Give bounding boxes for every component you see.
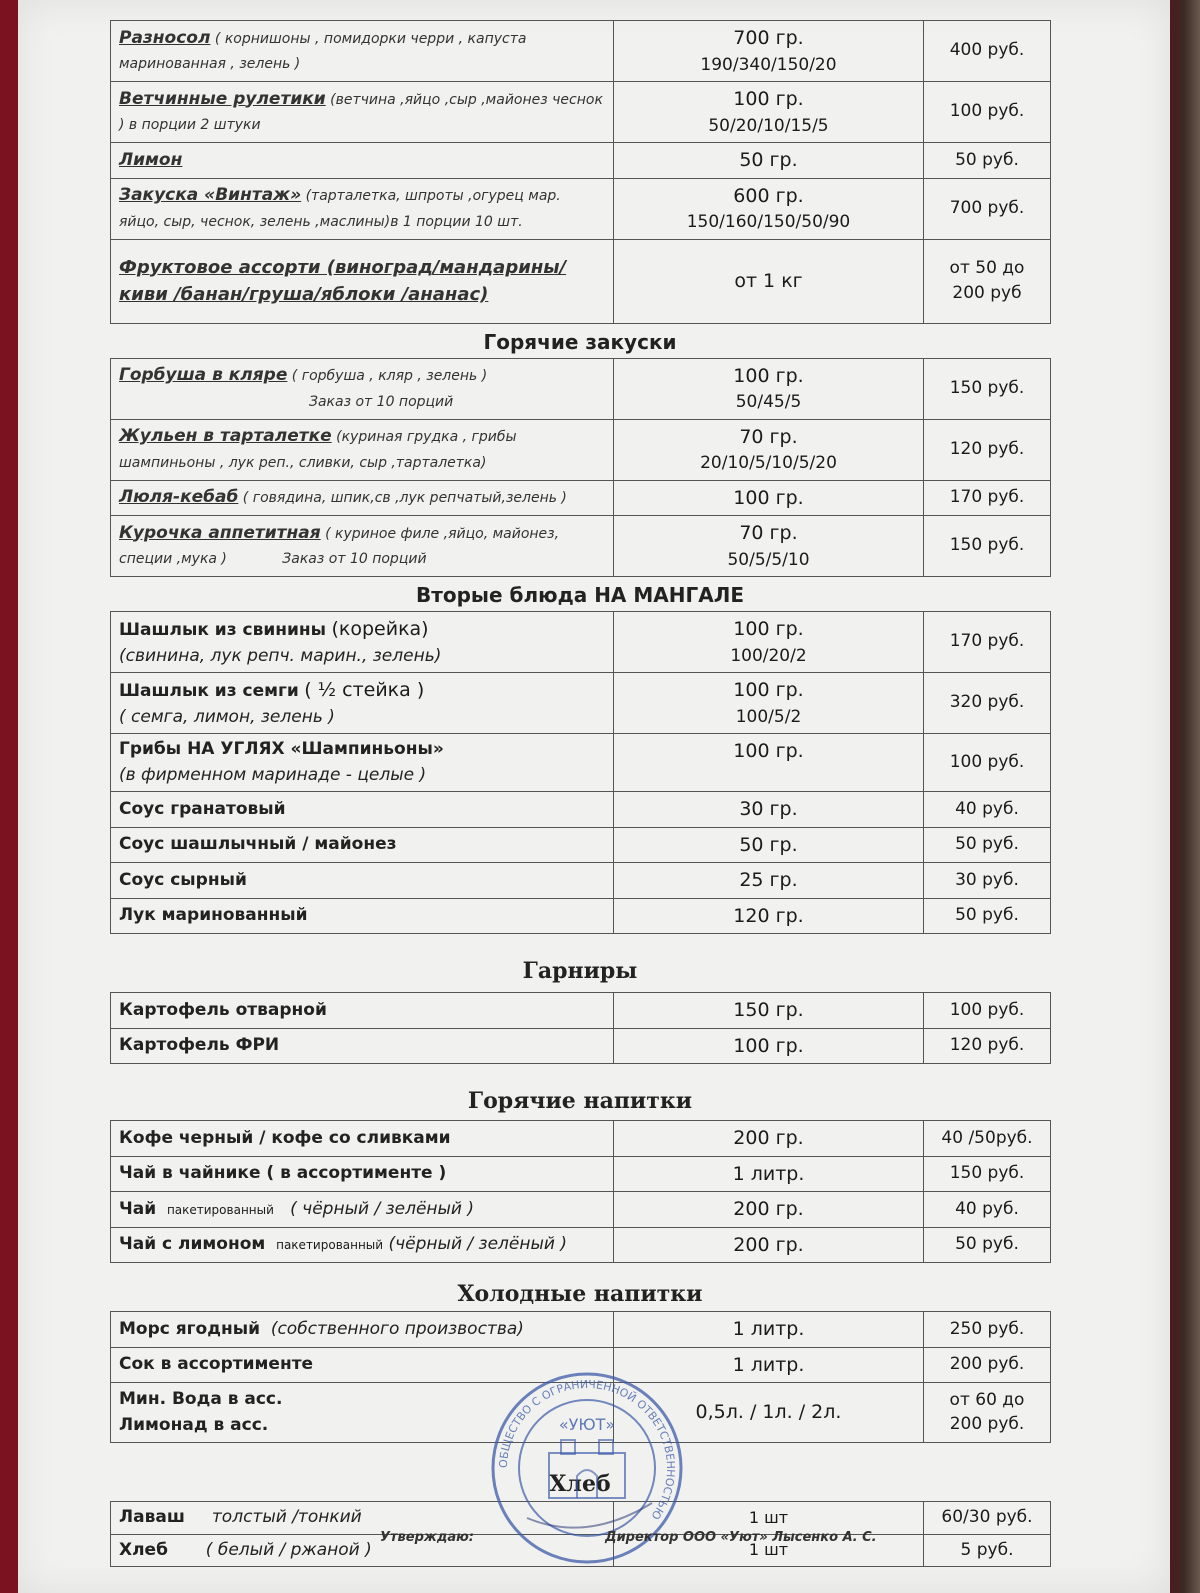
item-name-cell bbox=[111, 612, 614, 673]
section-title: Хлеб bbox=[549, 1471, 611, 1497]
item-price: 30 руб. bbox=[924, 863, 1051, 899]
item-weight: 100 гр. bbox=[733, 679, 804, 701]
item-weight: 1 шт bbox=[614, 1502, 924, 1535]
item-price: 60/30 руб. bbox=[924, 1502, 1051, 1535]
item-name-cell bbox=[111, 178, 614, 239]
item-name: Лук маринованный bbox=[119, 905, 308, 925]
item-description: (ветчина ,яйцо ,сыр ,майонез чеснок ) в порции 2 штуки bbox=[119, 91, 603, 133]
table-row bbox=[111, 1227, 1051, 1263]
item-price: 150 руб. bbox=[924, 1156, 1051, 1192]
item-price: 100 руб. bbox=[924, 993, 1051, 1029]
item-name: Разносол bbox=[119, 27, 211, 48]
table-row bbox=[111, 358, 1051, 419]
item-description: (собственного произвоства) bbox=[270, 1318, 524, 1339]
item-weight: 120 гр. bbox=[614, 898, 924, 934]
item-weight-cell bbox=[614, 21, 924, 82]
item-name-cell bbox=[111, 143, 614, 179]
item-price: 150 руб. bbox=[924, 358, 1051, 419]
item-description: (куриная грудка , грибы шампиньоны , лук реп., сливки, сыр ,тарталетка) bbox=[119, 429, 517, 471]
table-row bbox=[111, 792, 1051, 828]
item-weight: 50 гр. bbox=[614, 827, 924, 863]
item-name: Сок в ассортименте bbox=[119, 1354, 314, 1374]
item-name-cell bbox=[111, 239, 614, 323]
menu-table-grill bbox=[110, 611, 1051, 934]
menu-table-hot-appetizers bbox=[110, 358, 1051, 578]
item-description: (тарталетка, шпроты ,огурец мар. яйцо, сыр, чеснок, зелень ,маслины)в 1 порции 10 шт. bbox=[119, 188, 561, 230]
item-price: 400 руб. bbox=[924, 21, 1051, 82]
item-weight-cell bbox=[614, 612, 924, 673]
item-description: ( горбуша , кляр , зелень ) bbox=[287, 368, 488, 384]
item-name: Картофель ФРИ bbox=[119, 1035, 280, 1055]
item-name: Закуска «Винтаж» bbox=[119, 185, 302, 205]
item-weight: 100 гр. bbox=[733, 88, 804, 110]
item-weight: 30 гр. bbox=[614, 792, 924, 828]
section-title: Гарниры bbox=[522, 958, 638, 984]
item-name-cell bbox=[111, 419, 614, 480]
table-row bbox=[111, 673, 1051, 734]
table-row bbox=[111, 516, 1051, 577]
item-name: Чай с лимоном bbox=[119, 1234, 266, 1254]
item-price: 700 руб. bbox=[924, 178, 1051, 239]
item-name-cell bbox=[111, 358, 614, 419]
item-description: ( куриное филе ,яйцо, майонез, специи ,мука ) bbox=[119, 525, 560, 567]
item-extra: (корейка) bbox=[331, 618, 429, 640]
item-description: (в фирменном маринаде - целые ) bbox=[119, 764, 427, 785]
item-portion: 50/20/10/15/5 bbox=[708, 115, 829, 136]
item-price: от 60 до 200 руб. bbox=[924, 1383, 1051, 1443]
item-portion: 100/20/2 bbox=[730, 645, 807, 666]
item-portion: 100/5/2 bbox=[735, 706, 802, 727]
table-row bbox=[111, 1156, 1051, 1192]
table-row bbox=[111, 480, 1051, 516]
table-row bbox=[111, 143, 1051, 179]
item-weight: 1 литр. bbox=[614, 1347, 924, 1383]
item-note: Заказ от 10 порций bbox=[309, 393, 454, 410]
item-weight: 1 литр. bbox=[614, 1156, 924, 1192]
item-description: (свинина, лук репч. марин., зелень) bbox=[119, 645, 442, 666]
item-weight: 1 литр. bbox=[614, 1312, 924, 1348]
item-price: 40 руб. bbox=[924, 792, 1051, 828]
item-weight-cell bbox=[614, 82, 924, 143]
table-row bbox=[111, 178, 1051, 239]
item-description: ( говядина, шпик,св ,лук репчатый,зелень ) bbox=[238, 490, 567, 506]
table-row bbox=[111, 827, 1051, 863]
table-row bbox=[111, 239, 1051, 323]
item-name: Чай в чайнике bbox=[119, 1163, 261, 1183]
item-portion: 50/5/5/10 bbox=[727, 549, 810, 570]
item-description: ( в ассортименте ) bbox=[260, 1163, 447, 1183]
item-name: Картофель отварной bbox=[119, 999, 327, 1020]
item-name: Кофе черный / кофе со сливками bbox=[119, 1127, 451, 1148]
item-weight: 150 гр. bbox=[614, 993, 924, 1029]
item-weight: 100 гр. bbox=[733, 364, 804, 387]
item-price: 40 руб. bbox=[924, 1192, 1051, 1228]
table-row bbox=[111, 82, 1051, 143]
table-row bbox=[111, 993, 1051, 1029]
item-name: Лаваш bbox=[119, 1507, 185, 1527]
item-weight-cell bbox=[614, 516, 924, 577]
item-name-cell bbox=[111, 734, 614, 792]
item-name: Соус сырный bbox=[119, 869, 247, 890]
item-portion: 190/340/150/20 bbox=[700, 54, 837, 75]
stamp-center-text: «УЮТ» bbox=[558, 1415, 616, 1434]
item-name: Фруктовое ассорти (виноград/мандарины/киви /банан/груша/яблоки /ананас) bbox=[119, 256, 567, 305]
item-price: 50 руб. bbox=[924, 827, 1051, 863]
item-weight: 100 гр. bbox=[733, 618, 804, 640]
item-weight: 70 гр. bbox=[739, 425, 798, 448]
item-weight: 700 гр. bbox=[733, 27, 804, 49]
table-row bbox=[111, 1028, 1051, 1064]
item-description: (чёрный / зелёный ) bbox=[388, 1234, 567, 1254]
item-name: Грибы НА УГЛЯХ «Шампиньоны» bbox=[119, 739, 444, 759]
item-name-cell bbox=[111, 673, 614, 734]
section-title: Вторые блюда НА МАНГАЛЕ bbox=[416, 583, 744, 607]
item-weight-cell bbox=[614, 419, 924, 480]
item-weight-cell bbox=[614, 358, 924, 419]
table-row bbox=[111, 734, 1051, 792]
item-name: Чай bbox=[119, 1198, 157, 1219]
table-row bbox=[111, 1312, 1051, 1348]
item-name-cell bbox=[111, 516, 614, 577]
section-title: Холодные напитки bbox=[457, 1281, 703, 1307]
stamp-ring-text: ОБЩЕСТВО С ОГРАНИЧЕННОЙ ОТВЕТСТВЕННОСТЬЮ bbox=[496, 1377, 678, 1522]
item-small-note: пакетированный bbox=[166, 1202, 274, 1217]
item-name: Лимон bbox=[119, 149, 183, 170]
item-name-cell bbox=[111, 21, 614, 82]
item-name: Соус гранатовый bbox=[119, 798, 286, 819]
item-weight: 100 гр. bbox=[614, 480, 924, 516]
section-title: Горячие закуски bbox=[483, 329, 677, 354]
item-weight: 200 гр. bbox=[614, 1227, 924, 1263]
menu-content bbox=[110, 20, 1060, 1567]
item-weight: 200 гр. bbox=[614, 1121, 924, 1157]
item-name-cell bbox=[111, 480, 614, 516]
item-price: 170 руб. bbox=[924, 612, 1051, 673]
item-price: 40 /50руб. bbox=[924, 1121, 1051, 1157]
item-weight: 1 шт bbox=[614, 1534, 924, 1567]
item-name: Курочка аппетитная bbox=[119, 522, 321, 543]
table-row bbox=[111, 1121, 1051, 1157]
item-name: Люля-кебаб bbox=[119, 487, 239, 507]
item-name: Мин. Вода в асс. bbox=[119, 1389, 283, 1409]
item-price: 200 руб. bbox=[924, 1347, 1051, 1383]
item-weight-cell bbox=[614, 178, 924, 239]
item-description: толстый /тонкий bbox=[211, 1507, 362, 1527]
item-name: Морс ягодный bbox=[119, 1318, 260, 1339]
item-price: 50 руб. bbox=[924, 898, 1051, 934]
item-weight: 0,5л. / 1л. / 2л. bbox=[614, 1383, 924, 1443]
item-price: 120 руб. bbox=[924, 1028, 1051, 1064]
item-name-cell bbox=[111, 82, 614, 143]
item-name: Шашлык из семги bbox=[119, 681, 299, 701]
director-signature-line: Директор ООО «Уют» Лысенко А. С. bbox=[605, 1530, 877, 1545]
item-extra: ( ½ стейка ) bbox=[304, 679, 425, 701]
item-description: ( белый / ржаной ) bbox=[205, 1539, 372, 1560]
item-weight: 600 гр. bbox=[733, 184, 804, 207]
item-weight: 50 гр. bbox=[614, 143, 924, 179]
item-name: Жульен в тарталетке bbox=[119, 426, 332, 446]
item-portion: 150/160/150/50/90 bbox=[686, 212, 851, 232]
table-row bbox=[111, 612, 1051, 673]
table-row bbox=[111, 1192, 1051, 1228]
item-price: 170 руб. bbox=[924, 480, 1051, 516]
item-price: 5 руб. bbox=[924, 1534, 1051, 1567]
item-price: 50 руб. bbox=[924, 143, 1051, 179]
item-description: ( корнишоны , помидорки черри , капуста маринованная , зелень ) bbox=[119, 30, 527, 72]
item-price: 50 руб. bbox=[924, 1227, 1051, 1263]
item-name: Хлеб bbox=[119, 1539, 168, 1560]
menu-table-cold bbox=[110, 20, 1051, 324]
item-price: 150 руб. bbox=[924, 516, 1051, 577]
table-row bbox=[111, 21, 1051, 82]
item-name: Горбуша в кляре bbox=[119, 365, 288, 385]
item-price: 320 руб. bbox=[924, 673, 1051, 734]
item-price: 120 руб. bbox=[924, 419, 1051, 480]
item-description: ( семга, лимон, зелень ) bbox=[119, 706, 335, 727]
item-weight: от 1 кг bbox=[614, 239, 924, 323]
item-small-note: пакетированный bbox=[276, 1238, 384, 1252]
item-name-second: Лимонад в асс. bbox=[119, 1414, 269, 1435]
item-price: 100 руб. bbox=[924, 734, 1051, 792]
item-name: Ветчинные рулетики bbox=[119, 88, 326, 109]
item-price: 100 руб. bbox=[924, 82, 1051, 143]
item-weight: 200 гр. bbox=[614, 1192, 924, 1228]
menu-table-sides bbox=[110, 992, 1051, 1064]
item-portion: 50/45/5 bbox=[735, 392, 802, 412]
table-row bbox=[111, 419, 1051, 480]
item-description: ( чёрный / зелёный ) bbox=[290, 1198, 475, 1219]
item-weight: 25 гр. bbox=[614, 863, 924, 899]
approval-label: Утверждаю: bbox=[380, 1530, 474, 1545]
item-weight-cell bbox=[614, 673, 924, 734]
item-price: 250 руб. bbox=[924, 1312, 1051, 1348]
section-title: Горячие напитки bbox=[467, 1088, 693, 1114]
item-portion: 20/10/5/10/5/20 bbox=[700, 453, 837, 473]
item-weight: 100 гр. bbox=[614, 734, 924, 792]
menu-table-hot-drinks bbox=[110, 1120, 1051, 1263]
table-row bbox=[111, 863, 1051, 899]
item-name: Шашлык из свинины bbox=[119, 620, 327, 640]
item-weight: 100 гр. bbox=[614, 1028, 924, 1064]
item-weight: 70 гр. bbox=[739, 522, 798, 544]
table-row bbox=[111, 898, 1051, 934]
item-price: от 50 до 200 руб bbox=[924, 239, 1051, 323]
item-name: Соус шашлычный / майонез bbox=[119, 834, 397, 854]
item-note: Заказ от 10 порций bbox=[282, 551, 427, 567]
